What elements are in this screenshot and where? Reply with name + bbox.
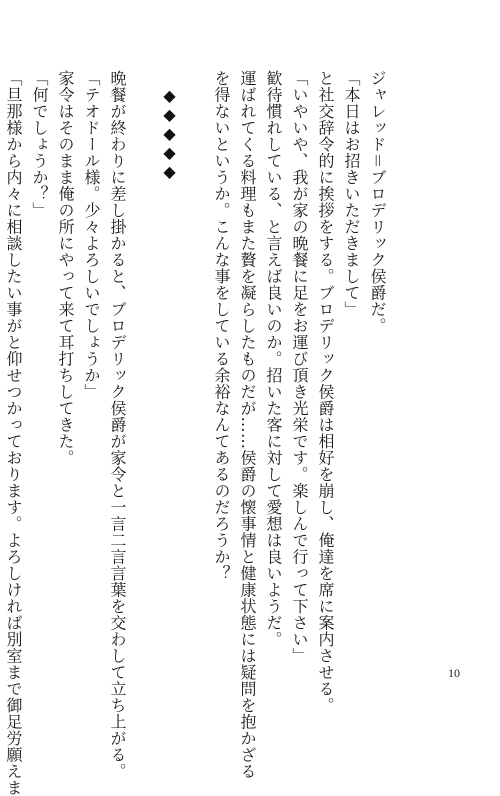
- page-number: 10: [448, 666, 460, 680]
- dialogue-line: 「テオドール様。少々よろしいでしょうか」: [82, 70, 101, 400]
- text-line: ジャレッド＝ブロデリック侯爵だ。: [368, 70, 387, 335]
- dialogue-line: 「いやいや、我が家の晩餐に足をお運び頂き光栄です。楽しんで行って下さい」: [290, 70, 309, 664]
- dialogue-line: 「何でしょうか？」: [30, 70, 49, 219]
- dialogue-line: 「本日はお招きいただきまして」: [342, 70, 361, 318]
- text-line: 晩餐が終わりに差し掛かると、ブロデリック侯爵が家令と一言二言言葉を交わして立ち上がる。: [108, 70, 127, 780]
- blank-line: [182, 70, 208, 630]
- text-line: 家令はそのまま俺の所にやって来て耳打ちしてきた。: [56, 70, 75, 466]
- text-line: 運ばれてくる料理もまた贅を凝らしたものだが……侯爵の懐事情と健康状態には疑問を抱かざる: [238, 70, 257, 780]
- text-line: を得ないというか。こんな事をしている余裕なんてあるのだろうか？: [212, 70, 231, 582]
- text-line: 歓待慣れしている、と言えば良いのか。招いた客に対して愛想は良いようだ。: [264, 70, 283, 648]
- section-break-diamonds: ◆◆◆◆◆: [160, 86, 179, 181]
- dialogue-line: 「旦那様から内々に相談したい事がと仰せつかっております。よろしければ別室まで御足労願えま: [4, 70, 23, 796]
- text-line: と社交辞令的に挨拶をする。ブロデリック侯爵は相好を崩し、俺達を席に案内させる。: [316, 70, 335, 714]
- vertical-text-body: [0, 70, 390, 796]
- blank-line: [130, 70, 156, 630]
